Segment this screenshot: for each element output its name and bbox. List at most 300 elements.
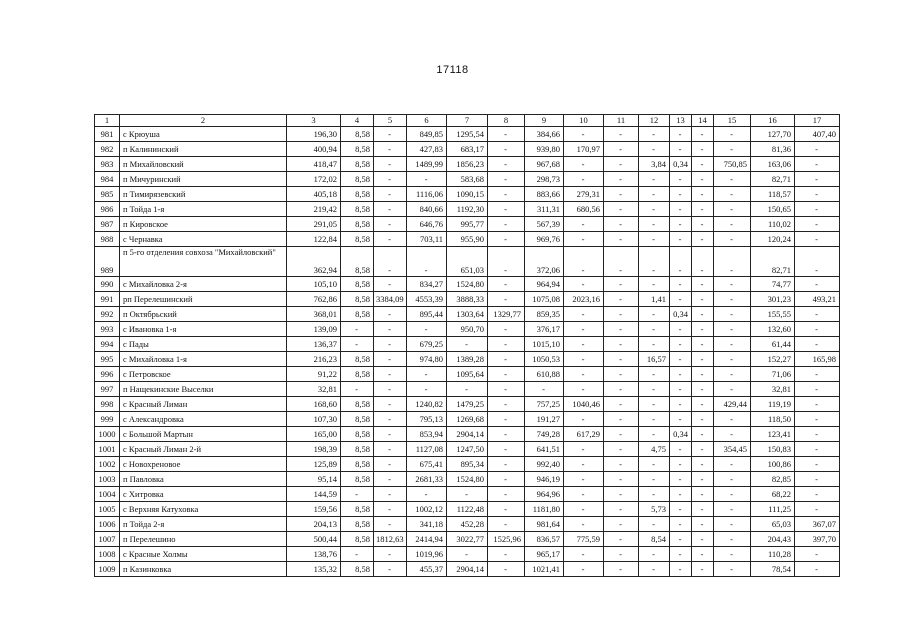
value-cell: - [795,502,840,517]
value-cell: - [714,412,751,427]
value-cell: - [488,547,525,562]
column-header: 7 [447,115,488,127]
table-row [95,127,840,142]
settlement-name-cell: п Кировское [120,217,287,232]
table-row [95,352,840,367]
value-cell: - [692,502,714,517]
table-row [95,517,840,532]
value-cell: - [604,562,639,577]
value-cell: - [604,532,639,547]
value-cell: - [714,202,751,217]
value-cell: - [639,127,670,142]
value-cell: - [374,247,407,277]
value-cell: - [670,487,692,502]
value-cell: - [374,502,407,517]
value-cell: - [604,412,639,427]
value-cell: - [639,517,670,532]
row-number-cell: 987 [95,217,120,232]
value-cell: 1040,46 [564,397,604,412]
value-cell: - [374,322,407,337]
value-cell: - [795,142,840,157]
value-cell: - [604,397,639,412]
value-cell: - [795,562,840,577]
value-cell: 170,97 [564,142,604,157]
value-cell: 3,84 [639,157,670,172]
table-row [95,202,840,217]
value-cell: - [714,487,751,502]
settlement-name-cell: п Октябрьский [120,307,287,322]
value-cell: 493,21 [795,292,840,307]
value-cell: - [407,487,447,502]
settlement-name-cell: рп Перелешинский [120,292,287,307]
table-row [95,142,840,157]
value-cell: 191,27 [525,412,564,427]
settlement-name-cell: с Красные Холмы [120,547,287,562]
value-cell: 368,01 [287,307,341,322]
row-number-cell: 992 [95,307,120,322]
settlement-name-cell: с Пады [120,337,287,352]
value-cell: - [525,382,564,397]
value-cell: - [639,472,670,487]
value-cell: 4553,39 [407,292,447,307]
value-cell: 964,94 [525,277,564,292]
table-row [95,382,840,397]
value-cell: - [639,307,670,322]
value-cell: - [604,142,639,157]
value-cell: - [714,367,751,382]
table-header-row [95,115,840,127]
value-cell: - [564,172,604,187]
value-cell: - [564,157,604,172]
value-cell: 939,80 [525,142,564,157]
value-cell: - [604,427,639,442]
value-cell: 82,71 [751,172,795,187]
value-cell: 341,18 [407,517,447,532]
value-cell: 123,41 [751,427,795,442]
value-cell: - [374,487,407,502]
row-number-cell: 995 [95,352,120,367]
value-cell: - [692,487,714,502]
value-cell: 216,23 [287,352,341,367]
value-cell: 291,05 [287,217,341,232]
value-cell: - [374,472,407,487]
value-cell: 500,44 [287,532,341,547]
value-cell: 0,34 [670,307,692,322]
value-cell: 150,65 [751,202,795,217]
settlement-name-cell: п Перелешино [120,532,287,547]
value-cell: - [488,202,525,217]
value-cell: - [795,472,840,487]
row-number-cell: 1004 [95,487,120,502]
settlement-name-cell: п Калининский [120,142,287,157]
value-cell: - [692,217,714,232]
value-cell: - [447,337,488,352]
value-cell: - [670,187,692,202]
row-number-cell: 1007 [95,532,120,547]
value-cell: - [488,472,525,487]
settlement-name-cell: п Казинковка [120,562,287,577]
value-cell: - [795,172,840,187]
value-cell: 3888,33 [447,292,488,307]
value-cell: - [374,562,407,577]
value-cell: - [795,442,840,457]
value-cell: 583,68 [447,172,488,187]
value-cell: - [604,292,639,307]
value-cell: 1095,64 [447,367,488,382]
value-cell: - [604,442,639,457]
value-cell: - [341,337,374,352]
settlement-name-cell: с Петровское [120,367,287,382]
table-row [95,442,840,457]
row-number-cell: 984 [95,172,120,187]
table-row [95,292,840,307]
value-cell: - [374,382,407,397]
value-cell: - [639,397,670,412]
value-cell: - [670,397,692,412]
value-cell: - [488,367,525,382]
value-cell: - [407,322,447,337]
value-cell: 82,71 [751,247,795,277]
value-cell: - [488,157,525,172]
value-cell: - [374,127,407,142]
value-cell: - [692,367,714,382]
value-cell: 1192,30 [447,202,488,217]
value-cell: 204,13 [287,517,341,532]
value-cell: - [795,367,840,382]
value-cell: - [692,292,714,307]
value-cell: 78,54 [751,562,795,577]
value-cell: - [447,382,488,397]
value-cell: - [795,412,840,427]
value-cell: - [670,127,692,142]
value-cell: 136,37 [287,337,341,352]
value-cell: - [604,547,639,562]
value-cell: - [604,517,639,532]
value-cell: - [488,217,525,232]
value-cell: - [692,187,714,202]
table-row [95,412,840,427]
value-cell: 138,76 [287,547,341,562]
value-cell: 111,25 [751,502,795,517]
value-cell: - [341,382,374,397]
value-cell: - [795,487,840,502]
value-cell: - [670,412,692,427]
value-cell: 955,90 [447,232,488,247]
value-cell: 1,41 [639,292,670,307]
column-header: 8 [488,115,525,127]
value-cell: - [714,532,751,547]
value-cell: 65,03 [751,517,795,532]
table-row [95,217,840,232]
value-cell: 2904,14 [447,427,488,442]
value-cell: 367,07 [795,517,840,532]
value-cell: 1524,80 [447,277,488,292]
column-header: 3 [287,115,341,127]
value-cell: 757,25 [525,397,564,412]
value-cell: - [714,352,751,367]
value-cell: - [604,352,639,367]
value-cell: - [564,352,604,367]
value-cell: - [670,172,692,187]
value-cell: 8,58 [341,277,374,292]
value-cell: - [795,277,840,292]
value-cell: 0,34 [670,157,692,172]
value-cell: - [670,247,692,277]
value-cell: 354,45 [714,442,751,457]
value-cell: 81,36 [751,142,795,157]
column-header: 16 [751,115,795,127]
value-cell: 834,27 [407,277,447,292]
value-cell: - [488,292,525,307]
value-cell: - [692,232,714,247]
value-cell: - [670,292,692,307]
value-cell: 1021,41 [525,562,564,577]
value-cell: 418,47 [287,157,341,172]
value-cell: - [795,307,840,322]
value-cell: 964,96 [525,487,564,502]
settlement-name-cell: с Ивановка 1-я [120,322,287,337]
value-cell: 4,75 [639,442,670,457]
value-cell: - [692,427,714,442]
value-cell: - [692,412,714,427]
value-cell: - [604,202,639,217]
row-number-cell: 981 [95,127,120,142]
value-cell: 836,57 [525,532,564,547]
value-cell: - [341,547,374,562]
value-cell: 122,84 [287,232,341,247]
value-cell: - [714,217,751,232]
value-cell: 16,57 [639,352,670,367]
row-number-cell: 988 [95,232,120,247]
row-number-cell: 1008 [95,547,120,562]
row-number-cell: 985 [95,187,120,202]
value-cell: 82,85 [751,472,795,487]
value-cell: - [564,232,604,247]
column-header: 6 [407,115,447,127]
value-cell: 95,14 [287,472,341,487]
value-cell: 91,22 [287,367,341,382]
value-cell: 198,39 [287,442,341,457]
value-cell: - [639,172,670,187]
value-cell: - [795,232,840,247]
value-cell: 144,59 [287,487,341,502]
value-cell: 1019,96 [407,547,447,562]
value-cell: - [564,217,604,232]
column-header: 4 [341,115,374,127]
value-cell: - [670,142,692,157]
value-cell: - [374,442,407,457]
value-cell: 1525,96 [488,532,525,547]
value-cell: 895,44 [407,307,447,322]
value-cell: - [670,367,692,382]
table-row [95,277,840,292]
value-cell: - [795,457,840,472]
table-row [95,337,840,352]
value-cell: - [795,337,840,352]
value-cell: - [692,397,714,412]
value-cell: - [670,277,692,292]
value-cell: 279,31 [564,187,604,202]
column-header: 14 [692,115,714,127]
value-cell: - [374,397,407,412]
row-number-cell: 999 [95,412,120,427]
page-number: 17118 [436,64,469,76]
table-row [95,397,840,412]
value-cell: 452,28 [447,517,488,532]
table-row [95,487,840,502]
value-cell: 429,44 [714,397,751,412]
value-cell: - [670,352,692,367]
table-row [95,457,840,472]
value-cell: 1269,68 [447,412,488,427]
column-header: 11 [604,115,639,127]
value-cell: - [670,562,692,577]
value-cell: 675,41 [407,457,447,472]
value-cell: - [488,142,525,157]
value-cell: - [374,427,407,442]
settlement-name-cell: п Тойда 1-я [120,202,287,217]
value-cell: 8,58 [341,502,374,517]
value-cell: 105,10 [287,277,341,292]
value-cell: 8,58 [341,442,374,457]
value-cell: - [639,322,670,337]
value-cell: 8,54 [639,532,670,547]
value-cell: 775,59 [564,532,604,547]
value-cell: - [488,232,525,247]
value-cell: 950,70 [447,322,488,337]
value-cell: - [564,502,604,517]
value-cell: 5,73 [639,502,670,517]
value-cell: 1002,12 [407,502,447,517]
value-cell: - [604,247,639,277]
value-cell: - [670,202,692,217]
value-cell: - [488,442,525,457]
value-cell: 981,64 [525,517,564,532]
settlement-name-cell: п Нащекинские Выселки [120,382,287,397]
value-cell: - [714,382,751,397]
value-cell: - [692,472,714,487]
value-cell: - [374,202,407,217]
value-cell: 219,42 [287,202,341,217]
value-cell: 32,81 [287,382,341,397]
value-cell: - [604,172,639,187]
value-cell: - [714,322,751,337]
column-header: 2 [120,115,287,127]
value-cell: 567,39 [525,217,564,232]
value-cell: - [714,427,751,442]
value-cell: 119,19 [751,397,795,412]
value-cell: 172,02 [287,172,341,187]
settlement-name-cell: п Мичуринский [120,172,287,187]
table-row [95,172,840,187]
value-cell: - [639,232,670,247]
value-cell: - [341,322,374,337]
value-cell: - [374,172,407,187]
value-cell: - [670,217,692,232]
value-cell: 2681,33 [407,472,447,487]
value-cell: - [374,517,407,532]
table-row [95,247,840,277]
value-cell: 750,85 [714,157,751,172]
value-cell: - [488,427,525,442]
value-cell: 853,94 [407,427,447,442]
value-cell: 71,06 [751,367,795,382]
value-cell: - [604,382,639,397]
value-cell: 749,28 [525,427,564,442]
column-header: 13 [670,115,692,127]
value-cell: - [692,532,714,547]
value-cell: - [407,172,447,187]
value-cell: - [488,397,525,412]
value-cell: - [564,517,604,532]
column-header: 5 [374,115,407,127]
value-cell: - [639,427,670,442]
value-cell: - [604,472,639,487]
row-number-cell: 1006 [95,517,120,532]
value-cell: 1303,64 [447,307,488,322]
value-cell: 139,09 [287,322,341,337]
value-cell: 8,58 [341,562,374,577]
value-cell: - [639,412,670,427]
value-cell: - [488,322,525,337]
value-cell: - [374,412,407,427]
value-cell: - [714,187,751,202]
value-cell: - [639,547,670,562]
value-cell: 679,25 [407,337,447,352]
value-cell: - [374,352,407,367]
value-cell: - [374,142,407,157]
value-cell: - [564,127,604,142]
value-cell: - [564,562,604,577]
value-cell: 617,29 [564,427,604,442]
value-cell: - [692,547,714,562]
value-cell: 107,30 [287,412,341,427]
value-cell: 641,51 [525,442,564,457]
value-cell: 1181,80 [525,502,564,517]
settlement-name-cell: п Тойда 2-я [120,517,287,532]
value-cell: 8,58 [341,292,374,307]
value-cell: - [670,457,692,472]
value-cell: - [692,457,714,472]
value-cell: - [564,322,604,337]
value-cell: - [447,547,488,562]
value-cell: 427,83 [407,142,447,157]
value-cell: - [639,187,670,202]
value-cell: 967,68 [525,157,564,172]
value-cell: - [488,127,525,142]
row-number-cell: 997 [95,382,120,397]
value-cell: 969,76 [525,232,564,247]
value-cell: 8,58 [341,247,374,277]
row-number-cell: 990 [95,277,120,292]
value-cell: - [407,247,447,277]
table-row [95,157,840,172]
value-cell: 1489,99 [407,157,447,172]
value-cell: - [692,517,714,532]
value-cell: - [374,307,407,322]
value-cell: 150,83 [751,442,795,457]
value-cell: 1247,50 [447,442,488,457]
value-cell: - [604,277,639,292]
value-cell: 1075,08 [525,292,564,307]
value-cell: 2904,14 [447,562,488,577]
column-header: 17 [795,115,840,127]
value-cell: 127,70 [751,127,795,142]
value-cell: - [488,172,525,187]
value-cell: 883,66 [525,187,564,202]
value-cell: - [714,307,751,322]
value-cell: - [714,232,751,247]
